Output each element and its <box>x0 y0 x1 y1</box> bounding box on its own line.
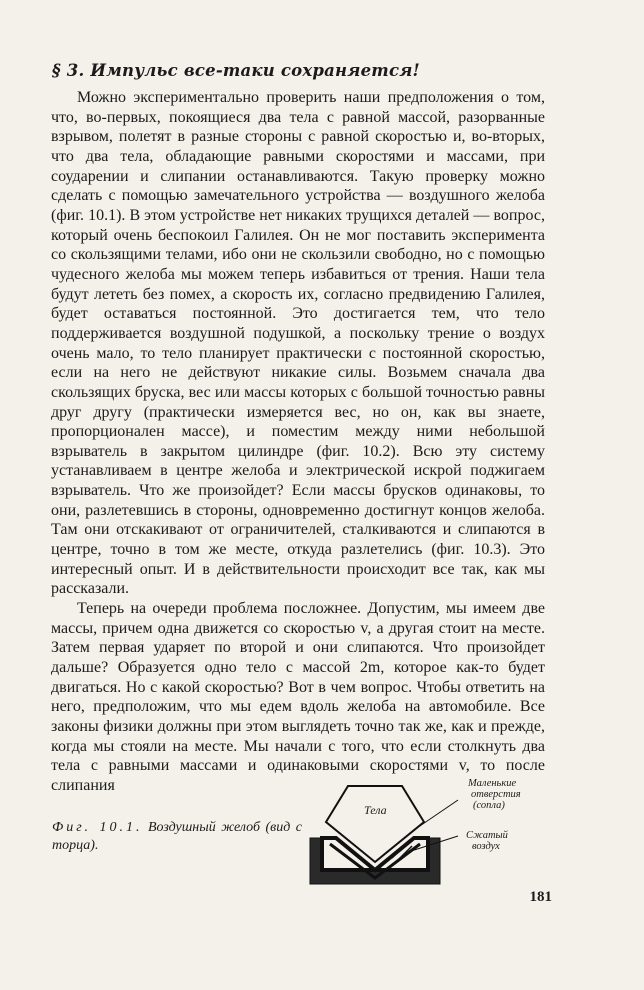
figure-caption-label: Фиг. 10.1. <box>52 820 143 835</box>
section-heading: § 3. Импульс все-таки сохраняется! <box>52 61 420 80</box>
air-track-figure <box>308 774 568 892</box>
air-track-diagram <box>308 774 568 892</box>
figure-label-holes-line: отверстия <box>471 789 521 800</box>
figure-caption-text: Воздушный желоб (вид с торца). <box>52 820 303 853</box>
body-text <box>51 88 545 796</box>
figure-label-holes <box>467 778 523 811</box>
page-number: 181 <box>529 889 552 905</box>
figure-label-air-line: Сжатый <box>466 830 508 841</box>
paragraph: Теперь на очереди проблема посложнее. Допустим, мы имеем две массы, причем одна движется со скоростью v, а другая стоит на месте. Затем первая ударяет по второй и они слипаются. Что произойдет дальше? Образуется одно тело с массой 2m, которое как-то будет двигаться. Но с какой скоростью? Вот в чем вопрос. Чтобы ответить на него, предположим, что мы едем вдоль желоба на автомобиле. Все законы физики должны при этом выглядеть точно так же, как и прежде, когда мы стояли на месте. Мы начали с того, что если столкнуть два тела с равными массами и одинаковыми скоростями v, то после слипания <box>51 600 545 794</box>
figure-caption <box>52 819 302 855</box>
figure-label-air <box>466 830 511 852</box>
figure-label-holes-line: (сопла) <box>473 800 505 811</box>
figure-label-body: Тела <box>364 803 387 817</box>
figure-label-air-line: воздух <box>472 841 500 852</box>
figure-label-holes-line: Маленькие <box>468 778 517 789</box>
paragraph: Можно экспериментально проверить наши предположения о том, что, во-первых, покоящиеся два тела с равной массой, разорванные взрывом, полетят в разные стороны с равной скоростью и, во-вторых, что два тела, обладающие равными скоростями и массами, при соударении и слипании останавливаются. Такую проверку можно сделать с помощью замечательного устройства — воздушного желоба (фиг. 10.1). В этом устройстве нет никаких трущихся деталей — вопрос, который очень беспокоил Галилея. Он не мог поставить эксперимента со скользящими телами, ибо они не скользили свободно, но с помощью чудесного желоба мы можем теперь избавиться от трения. Наши тела будут лететь без помех, а скорость их, согласно предвидению Галилея, будет оставаться постоянной. Это достигается тем, что тело поддерживается воздушной подушкой, а поскольку трение о воздух очень мало, то тело планирует практически с постоянной скоростью, если на него не действуют никакие силы. Возьмем сначала два скользящих бруска, вес или массы которых с большой точностью равны друг другу (практически измеряется вес, но он, как вы знаете, пропорционален массе), и поместим между ними небольшой взрыватель в закрытом цилиндре (фиг. 10.2). Всю эту систему устанавливаем в центре желоба и электрической искрой поджигаем взрыватель. Что же произойдет? Если массы брусков одинаковы, то они, разлетевшись в стороны, одновременно достигнут концов желоба. Там они отскакивают от ограничителей, сталкиваются и слипаются в центре, точно в том же месте, откуда разлетелись (фиг. 10.3). Это интересный опыт. И в действительности происходит все так, как мы рассказали. <box>51 89 545 598</box>
